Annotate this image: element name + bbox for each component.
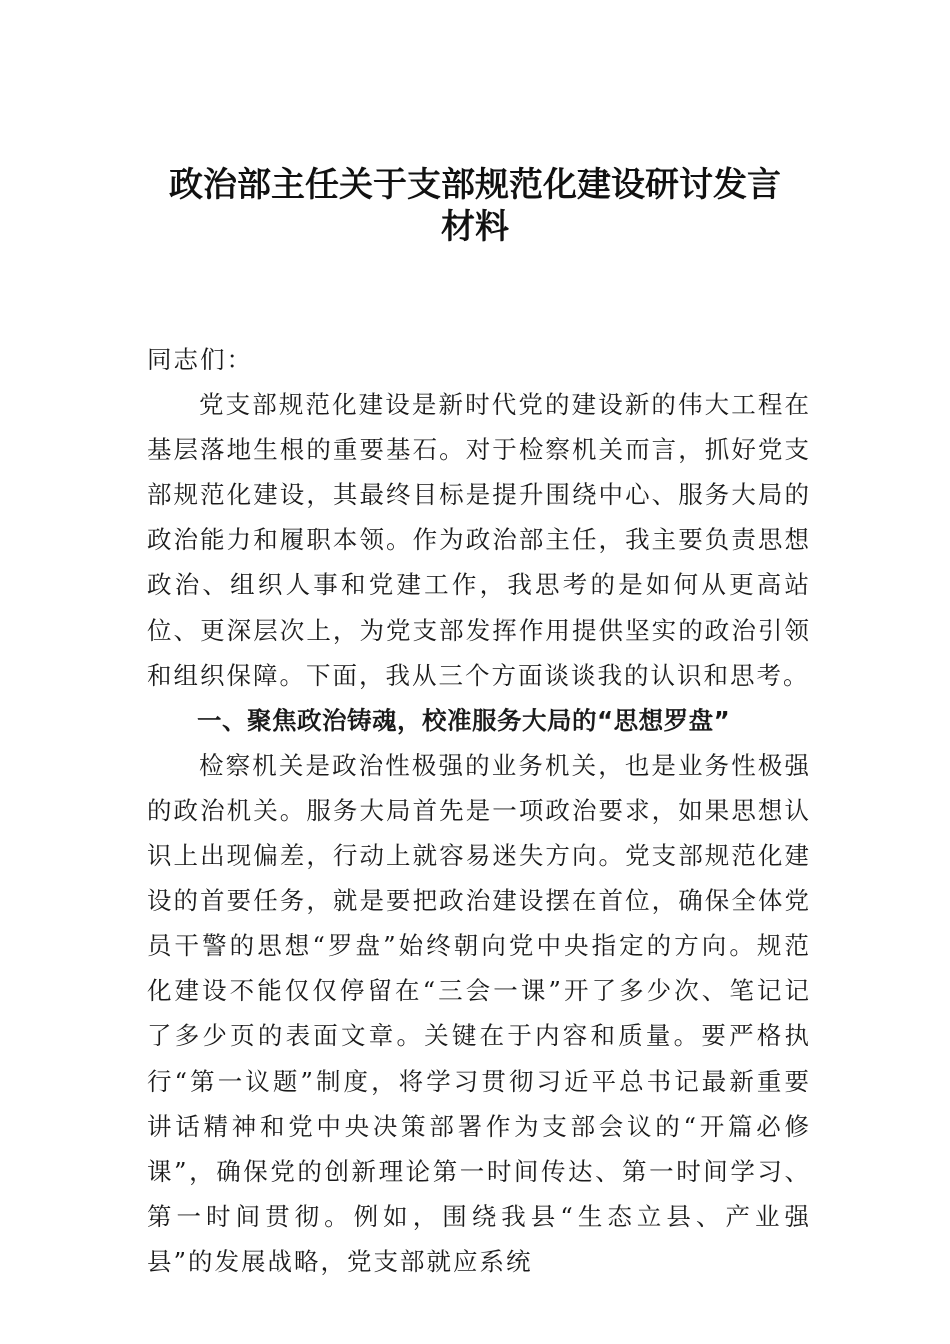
document-body [147,337,811,1284]
salutation: 同志们： [147,345,253,374]
document-title-line-2: 材料 [441,207,509,247]
document-title-line-1: 政治部主任关于支部规范化建设研讨发言 [169,165,781,205]
intro-paragraph: 党支部规范化建设是新时代党的建设新的伟大工程在基层落地生根的重要基石。对于检察机关而言，抓好党支部规范化建设，其最终目标是提升围绕中心、服务大局的政治能力和履职本领。作为政治部主任，我主要负责思想政治、组织人事和党建工作，我思考的是如何从更高站位、更深层次上，为党支部发挥作用提供坚实的政治引领和组织保障。下面，我从三个方面谈谈我的认识和思考。 [147,390,811,690]
section-1-paragraph: 检察机关是政治性极强的业务机关，也是业务性极强的政治机关。服务大局首先是一项政治要求，如果思想认识上出现偏差，行动上就容易迷失方向。党支部规范化建设的首要任务，就是要把政治建设摆在首位，确保全体党员干警的思想“罗盘”始终朝向党中央指定的方向。规范化建设不能仅仅停留在“三会一课”开了多少次、笔记记了多少页的表面文章。关键在于内容和质量。要严格执行“第一议题”制度，将学习贯彻习近平总书记最新重要讲话精神和党中央决策部署作为支部会议的“开篇必修课”，确保党的创新理论第一时间传达、第一时间学习、第一时间贯彻。例如，围绕我县“生态立县、产业强县”的发展战略，党支部就应系统 [147,750,811,1276]
section-1-heading: 一、聚焦政治铸魂，校准服务大局的“思想罗盘” [197,705,731,735]
